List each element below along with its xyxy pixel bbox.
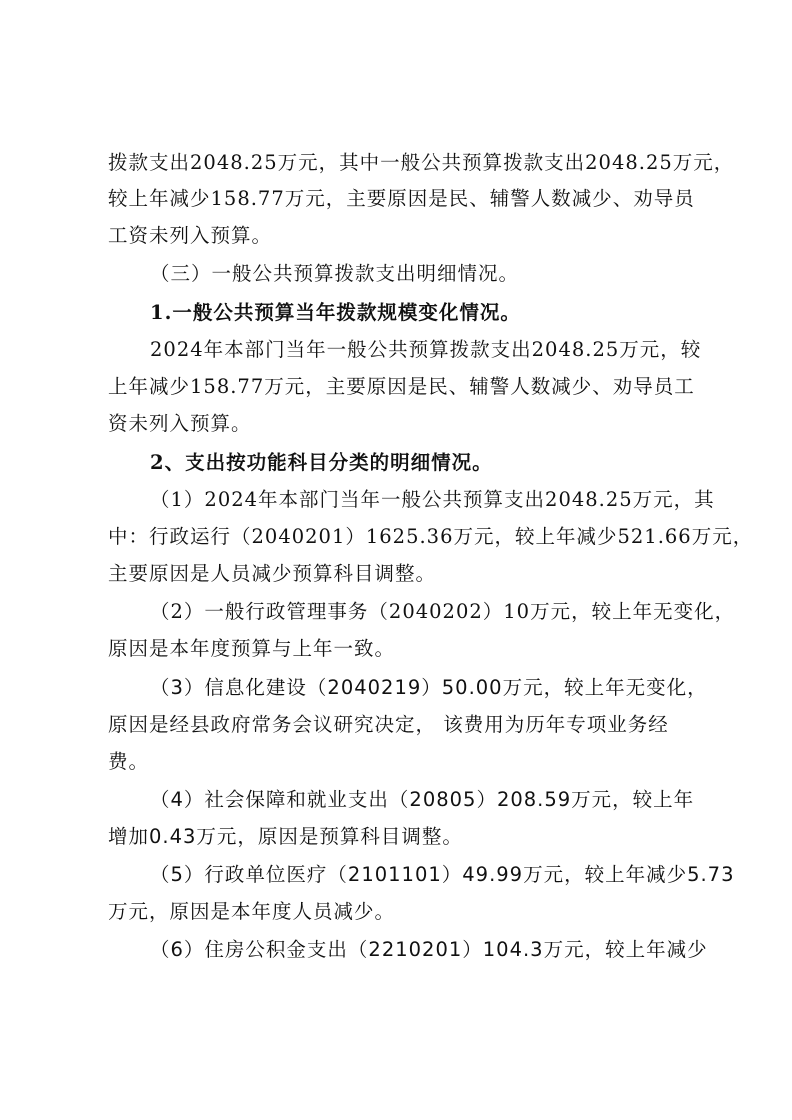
subheading-2: 2、支出按功能科目分类的明细情况。 — [150, 451, 493, 474]
paragraph-line-22: （6）住房公积金支出（2210201）104.3万元，较上年减少 — [150, 938, 708, 961]
paragraph-line-19: 增加0.43万元，原因是预算科目调整。 — [108, 825, 463, 848]
paragraph-line-15: （3）信息化建设（2040219）50.00万元，较上年无变化， — [150, 676, 708, 699]
paragraph-line-14: 原因是本年度预算与上年一致。 — [108, 637, 396, 660]
paragraph-line-11: 中：行政运行（2040201）1625.36万元，较上年减少521.66万元， — [108, 525, 754, 548]
paragraph-line-18: （4）社会保障和就业支出（20805）208.59万元，较上年 — [150, 788, 695, 811]
paragraph-line-6: 2024年本部门当年一般公共预算拨款支出2048.25万元，较 — [150, 338, 702, 361]
paragraph-line-12: 主要原因是人员减少预算科目调整。 — [108, 562, 437, 585]
paragraph-line-1: 拨款支出2048.25万元，其中一般公共预算拨款支出2048.25万元， — [108, 151, 735, 174]
paragraph-line-8: 资未列入预算。 — [108, 412, 252, 435]
paragraph-line-20: （5）行政单位医疗（2101101）49.99万元，较上年减少5.73 — [150, 863, 735, 886]
paragraph-line-17: 费。 — [108, 750, 150, 773]
subheading-1: 1.一般公共预算当年拨款规模变化情况。 — [150, 301, 521, 324]
section-heading-3: （三）一般公共预算拨款支出明细情况。 — [150, 262, 520, 285]
paragraph-line-2: 较上年减少158.77万元，主要原因是民、辅警人数减少、劝导员 — [108, 187, 695, 210]
paragraph-line-13: （2）一般行政管理事务（2040202）10万元，较上年无变化， — [150, 600, 736, 623]
paragraph-line-7: 上年减少158.77万元，主要原因是民、辅警人数减少、劝导员工 — [108, 375, 695, 398]
paragraph-line-3: 工资未列入预算。 — [108, 224, 273, 247]
paragraph-line-16: 原因是经县政府常务会议研究决定， 该费用为历年专项业务经 — [108, 713, 669, 736]
paragraph-line-10: （1）2024年本部门当年一般公共预算支出2048.25万元，其 — [150, 488, 715, 511]
paragraph-line-21: 万元，原因是本年度人员减少。 — [108, 900, 396, 923]
